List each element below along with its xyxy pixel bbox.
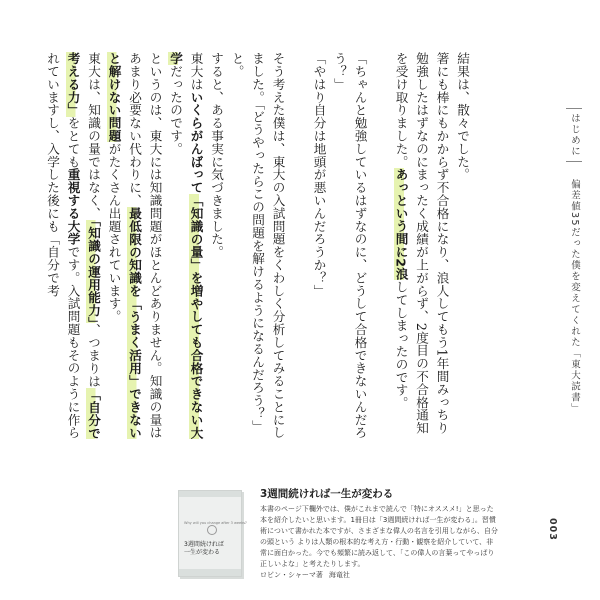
blank-line bbox=[288, 52, 309, 447]
emphasis: いくらがんばって bbox=[188, 90, 204, 194]
quote: 「ちゃんと勉強しているはずなのに、どうして合格できないんだろう？」 bbox=[332, 52, 368, 439]
paragraph: すると、ある事実に気づきました。 bbox=[209, 52, 224, 259]
cover-tagline: Why will you change after 3 weeks? bbox=[184, 521, 247, 525]
paragraph: 箸にも棒にもかからず不合格になり、浪人してもう1年間みっちり勉強したはずなのにまったく成績が上がらず、2度目の不合格通知を受け取りました。あっという間に2浪してしまったのです。 bbox=[393, 52, 450, 435]
emphasis: 重視する大学 bbox=[65, 168, 81, 246]
author-name: ロビン・シャーマ著 bbox=[260, 571, 323, 579]
emphasis: 「知識の量」を増やしても合格できない大学 bbox=[168, 52, 204, 440]
publisher-name: 海竜社 bbox=[328, 571, 350, 579]
emphasis: 最低限の知識を「うまく活用」できないと解けない問題 bbox=[106, 52, 142, 440]
recommendation-credit bbox=[260, 570, 500, 581]
running-head-subtitle: 偏差値35だった僕を変えてくれた「東大読書」 bbox=[569, 178, 580, 414]
page-number: 003 bbox=[547, 518, 558, 541]
cover-bottom-band bbox=[179, 569, 241, 576]
recommendation-body bbox=[260, 504, 500, 581]
quote: 「やはり自分は地頭が悪いんだろうか？」 bbox=[311, 52, 327, 298]
running-head bbox=[566, 108, 582, 414]
emphasis: 「自分で考える力」 bbox=[65, 52, 101, 440]
emphasis: 「知識の運用能力」 bbox=[86, 219, 101, 324]
paragraph: 結果は、散々でした。 bbox=[455, 52, 470, 181]
emphasis: あっという間に2浪 bbox=[393, 168, 409, 281]
recommendation-text: 本書のページ下欄外では、僕がこれまで読んで「特にオススメ!」と思った本を紹介したいと思います。1冊目は「3週間続ければ一生が変わる」。習慣術について書かれた本ですが、さまざまな偉人の名言を引用しながら、自分の頭という よりは人類の根本的な考え方・行動・観察を紹介していて、非常に面白かった。今でも頻繁に読み返して、「この偉人の言葉ってやっぱり正しいよな」と考えたりします。 bbox=[260, 505, 498, 568]
cover-top-band bbox=[179, 491, 241, 497]
cover-emblem-icon bbox=[207, 525, 217, 535]
blank-line bbox=[370, 52, 391, 447]
book-recommendation bbox=[168, 484, 498, 584]
cover-title: 3週間続ければ 一生が変わる bbox=[184, 541, 224, 556]
main-body-text bbox=[42, 52, 472, 447]
paragraph: 東大はいくらがんばって「知識の量」を増やしても合格できない大学だったのです。 bbox=[168, 52, 204, 440]
recommendation-title: 3週間続ければ一生が変わる bbox=[260, 488, 394, 500]
paragraph: 東大は、知識の量ではなく、「知識の運用能力」、つまりは「自分で考える力」をとても重視する大学です。入試問題もそのように作られていますし、入学した後にも「自分で考 bbox=[45, 52, 101, 440]
chapter-label: はじめに bbox=[566, 108, 582, 162]
paragraph: そう考えた僕は、東大の入試問題をくわしく分析してみることにしました。「どうやったらこの問題を解けるようになるんだろう？」と。 bbox=[229, 52, 286, 439]
book-cover-image bbox=[178, 490, 247, 577]
paragraph: というのは、東大には知識問題がほとんどありません。知識の量はあまり必要ない代わりに、最低限の知識を「うまく活用」できないと解けない問題がたくさん出題されています。 bbox=[106, 52, 163, 440]
